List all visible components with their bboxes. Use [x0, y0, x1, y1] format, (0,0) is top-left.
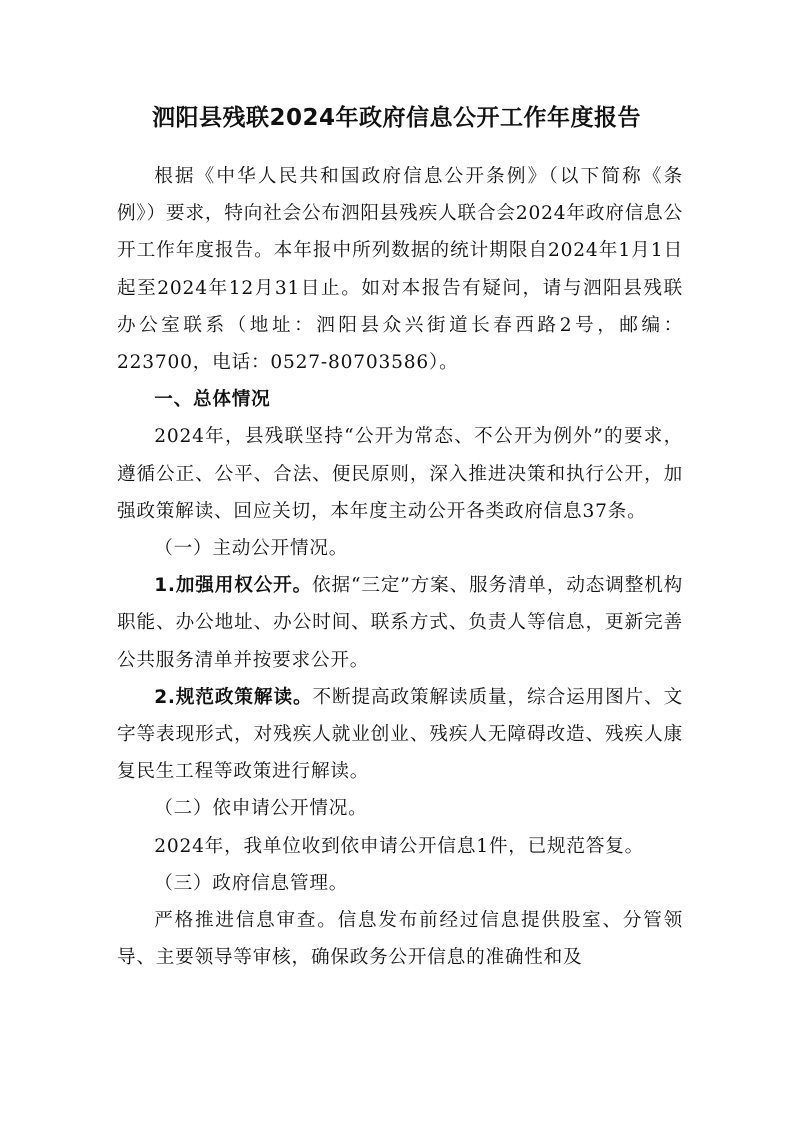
subsection-heading-application: （二）依申请公开情况。	[154, 798, 368, 820]
item-power-disclosure-text: 依据“三定”方案、服务清单，动态调整机构职能、办公地址、办公时间、联系方式、负责人等信息，更新完善公共服务清单并按要求公开。	[117, 575, 684, 671]
subsection-heading-proactive: （一）主动公开情况。	[154, 538, 349, 560]
item-policy-interpretation-text: 不断提高政策解读质量，综合运用图片、文字等表现形式，对残疾人就业创业、残疾人无障碍改造、残疾人康复民生工程等政策进行解读。	[117, 686, 684, 783]
subsection-heading-management: （三）政府信息管理。	[154, 872, 349, 894]
section-heading-overview: 一、总体情况	[154, 389, 271, 411]
intro-paragraph: 根据《中华人民共和国政府信息公开条例》（以下简称《条例》）要求，特向社会公布泗阳县残疾人联合会2024年政府信息公开工作年度报告。本年报中所列数据的统计期限自2024年1月1日起至2024年12月31日止。如对本报告有疑问，请与泗阳县残联办公室联系（地址：泗阳县众兴街道长春西路2号，邮编：223700，电话：0527-80703586）。	[117, 166, 683, 374]
document-body	[117, 158, 683, 976]
item-power-disclosure-lead: 1.加强用权公开。	[154, 575, 313, 597]
management-paragraph: 严格推进信息审查。信息发布前经过信息提供股室、分管领导、主要领导等审核，确保政务公开信息的准确性和及	[117, 910, 683, 969]
item-policy-interpretation-lead: 2.规范政策解读。	[154, 686, 313, 708]
report-title: 泗阳县残联2024年政府信息公开工作年度报告	[151, 105, 641, 131]
overview-paragraph: 2024年，县残联坚持“公开为常态、不公开为例外”的要求，遵循公正、公平、合法、便民原则，深入推进决策和执行公开，加强政策解读、回应关切，本年度主动公开各类政府信息37条。	[117, 426, 683, 522]
application-paragraph: 2024年，我单位收到依申请公开信息1件，已规范答复。	[154, 835, 645, 857]
item-power-disclosure	[117, 567, 683, 679]
item-policy-interpretation	[117, 679, 683, 791]
